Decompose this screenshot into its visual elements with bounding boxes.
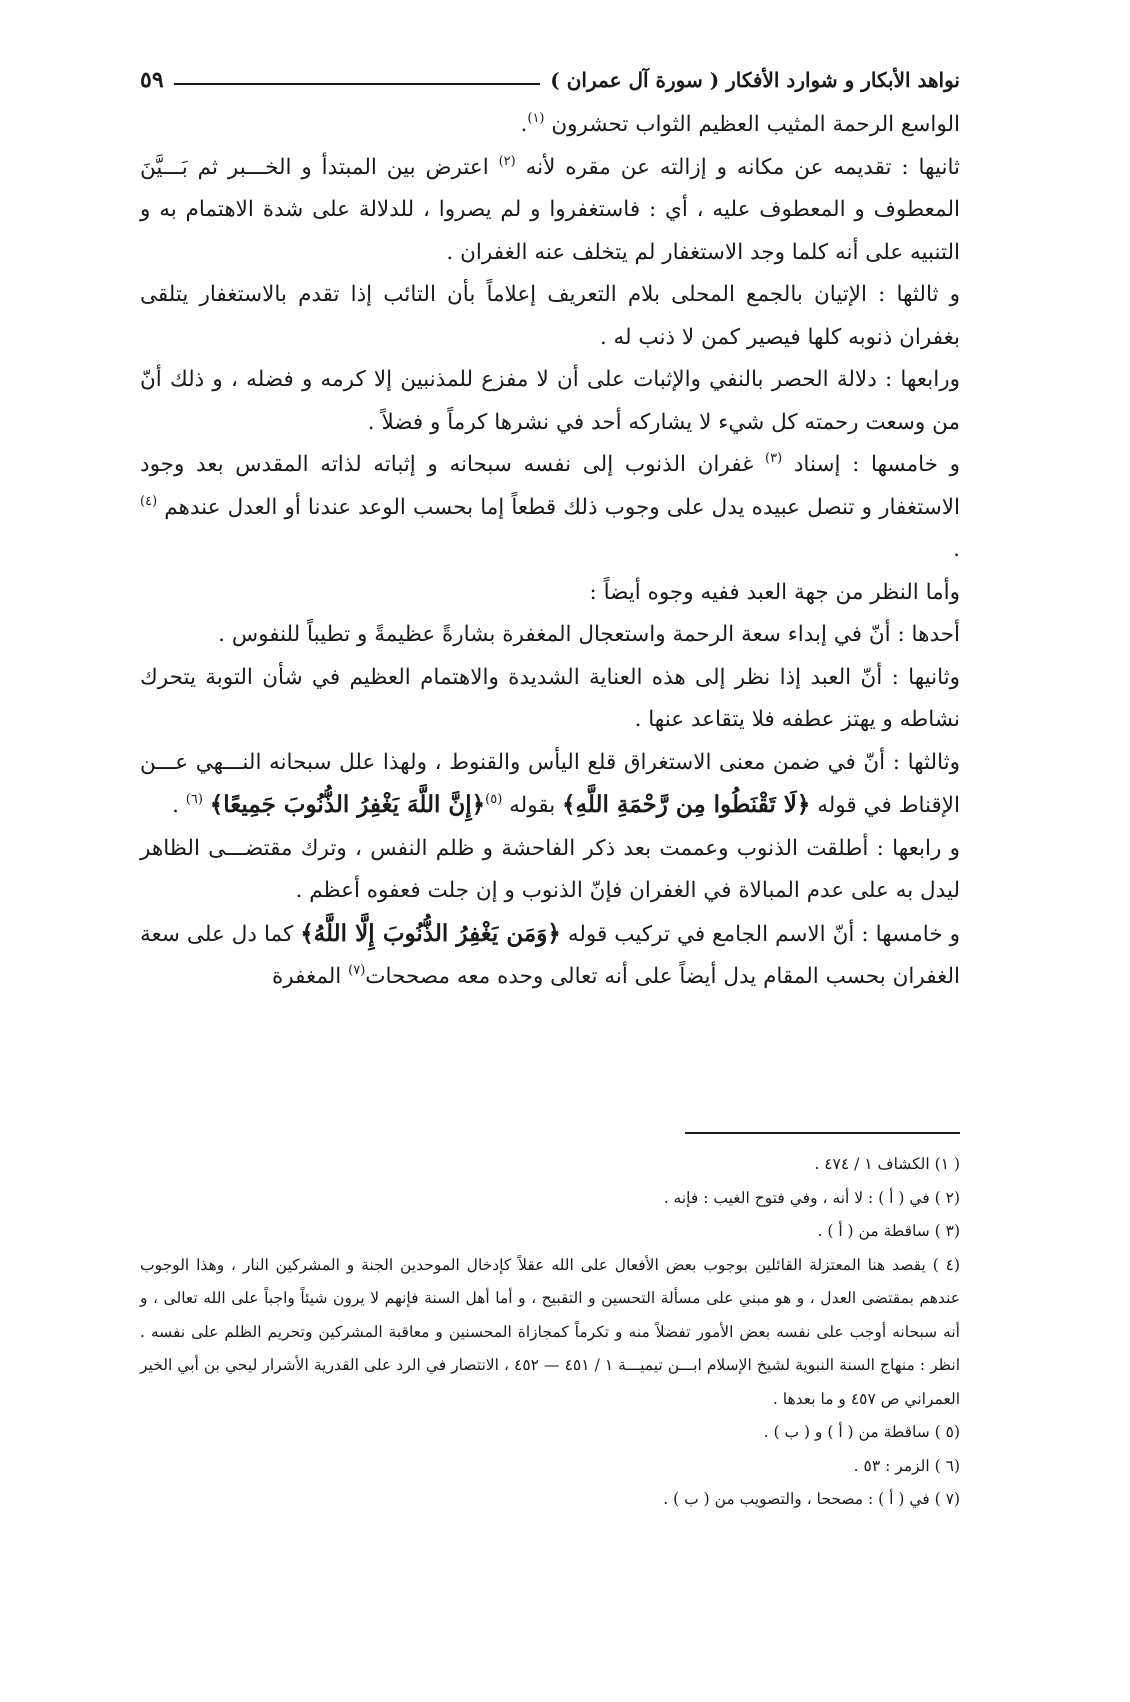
- footnote: (٥ ) ساقطة من ( أ ) و ( ب ) .: [763, 1423, 960, 1441]
- header-title: نواهد الأبكار و شوارد الأفكار ( سورة آل عمران ): [550, 68, 960, 92]
- paragraph: ثانيها : تقديمه عن مكانه و إزالته عن مقره لأنه $^{(٢)}$ اعترض بين المبتدأ و الخـــبر ثم بَـــيَّنَ المعطوف و المعطوف عليه ، أي : فاستغفروا و لم يصروا ، للدلالة على شدة الاهتمام به و التنبيه على أنه كلما وجد الاستغفار لم يتخلف عنه الغفران .: [140, 153, 960, 265]
- paragraph: الواسع الرحمة المثيب العظيم الثواب تحشرون $^{(١)}$.: [520, 111, 960, 137]
- footnote: ( ١) الكشاف ١ / ٤٧٤ .: [814, 1155, 960, 1173]
- footnote: (٣ ) ساقطة من ( أ ) .: [817, 1222, 960, 1240]
- quran-verse: ﴿لَا تَقْنَطُوا مِن رَّحْمَةِ اللَّهِ﴾: [562, 791, 811, 818]
- footnote: (٢ ) في ( أ ) : لا أنه ، وفي فتوح الغيب : فإنه .: [663, 1188, 960, 1207]
- paragraph: وثانيها : أنّ العبد إذا نظر إلى هذه العناية الشديدة والاهتمام العظيم في شأن التوبة يتحرك نشاطه و يهتز عطفه فلا يتقاعد عنها .: [140, 664, 960, 732]
- paragraph: أحدها : أنّ في إبداء سعة الرحمة واستعجال المغفرة بشارةً عظيمةً و تطيباً للنفوس .: [218, 622, 960, 647]
- footnote-ref: (٧): [348, 963, 366, 978]
- running-header: [140, 60, 960, 100]
- quran-verse: ﴿إِنَّ اللَّهَ يَغْفِرُ الذُّنُوبَ جَمِيعًا﴾: [209, 791, 486, 818]
- footnote-separator: [685, 1132, 960, 1134]
- footnote-ref: (٣): [765, 451, 783, 466]
- quran-verse: ﴿وَمَن يَغْفِرُ الذُّنُوبَ إِلَّا اللَّهُ﴾: [300, 919, 561, 947]
- paragraph: و خامسها : أنّ الاسم الجامع في تركيب قوله ﴿وَمَن يَغْفِرُ الذُّنُوبَ إِلَّا اللَّهُ﴾ كما دل على سعة الغفران بحسب المقام يدل أيضاً على أنه تعالى وحده معه مصححات$^{(٧)}$ المغفرة: [140, 919, 960, 989]
- paragraph: ورابعها : دلالة الحصر بالنفي والإثبات على أن لا مفزع للمذنبين إلا كرمه و فضله ، و ذلك أنّ من وسعت رحمته كل شيء لا يشاركه أحد في نشرها كرماً و فضلاً .: [140, 367, 960, 435]
- header-rule: [174, 83, 541, 85]
- page-number: ٥٩: [140, 67, 164, 93]
- footnote-ref: (٥): [485, 792, 503, 807]
- footnote-ref: (٢): [498, 153, 516, 169]
- footnote: (٧ ) في ( أ ) : مصححا ، والتصويب من ( ب ) .: [663, 1490, 960, 1508]
- footnotes: [140, 1148, 960, 1517]
- footnote-ref: (٦): [185, 792, 203, 807]
- footnote: (٤ ) يقصد هنا المعتزلة القائلين بوجوب بعض الأفعال على الله عقلاً كإدخال الموحدين الجنة و المشركين النار ، وهذا الوجوب عندهم بمقتضى العدل ، و هو مبني على مسألة التحسين و التقبيح ، و أما أهل السنة فإنهم لا يرون شيئاً واجباً على الله تعالى ، و أنه سبحانه أوجب على نفسه بعض الأمور تفضلاً منه و تكرماً كمجازاة المحسنين و معاقبة المشركين وتحريم الظلم على نفسه . انظر : منهاج السنة النبوية لشيخ الإسلام ابـــن تيميـــة ١ / ٤٥١ — ٤٥٢ ، الانتصار في الرد على القدرية الأشرار ليحي بن أبي الخير العمراني ص ٤٥٧ و ما بعدها .: [140, 1255, 961, 1408]
- footnote: (٦ ) الزمر : ٥٣ .: [853, 1456, 960, 1475]
- footnote-ref: (٤): [140, 493, 158, 509]
- paragraph: و ثالثها : الإتيان بالجمع المحلى بلام التعريف إعلاماً بأن التائب إذا تقدم بالاستغفار يتلقى بغفران ذنوبه كلها فيصير كمن لا ذنب له .: [140, 282, 960, 350]
- paragraph: وثالثها : أنّ في ضمن معنى الاستغراق قلع اليأس والقنوط ، ولهذا علل سبحانه النـــهي عـــن الإقناط في قوله ﴿لَا تَقْنَطُوا مِن رَّحْمَةِ اللَّهِ﴾ بقوله $^{(٥)}$﴿إِنَّ اللَّهَ يَغْفِرُ الذُّنُوبَ جَمِيعًا﴾ $^{(٦)}$ .: [140, 749, 960, 818]
- paragraph: وأما النظر من جهة العبد ففيه وجوه أيضاً :: [589, 579, 960, 605]
- paragraph: و رابعها : أطلقت الذنوب وعممت بعد ذكر الفاحشة و ظلم النفس ، وترك مقتضـــى الظاهر ليدل به على عدم المبالاة في الغفران فإنّ الذنوب و إن جلت فعفوه أعظم .: [140, 835, 960, 903]
- footnote-ref: (١): [527, 111, 545, 126]
- paragraph: و خامسها : إسناد $^{(٣)}$ غفران الذنوب إلى نفسه سبحانه و إثباته لذاته المقدس بعد وجود الاستغفار و تنصل عبيده يدل على وجوب ذلك قطعاً إما بحسب الوعد عندنا أو العدل عندهم $^{(٤)}$ .: [140, 451, 960, 562]
- main-text: [140, 104, 960, 999]
